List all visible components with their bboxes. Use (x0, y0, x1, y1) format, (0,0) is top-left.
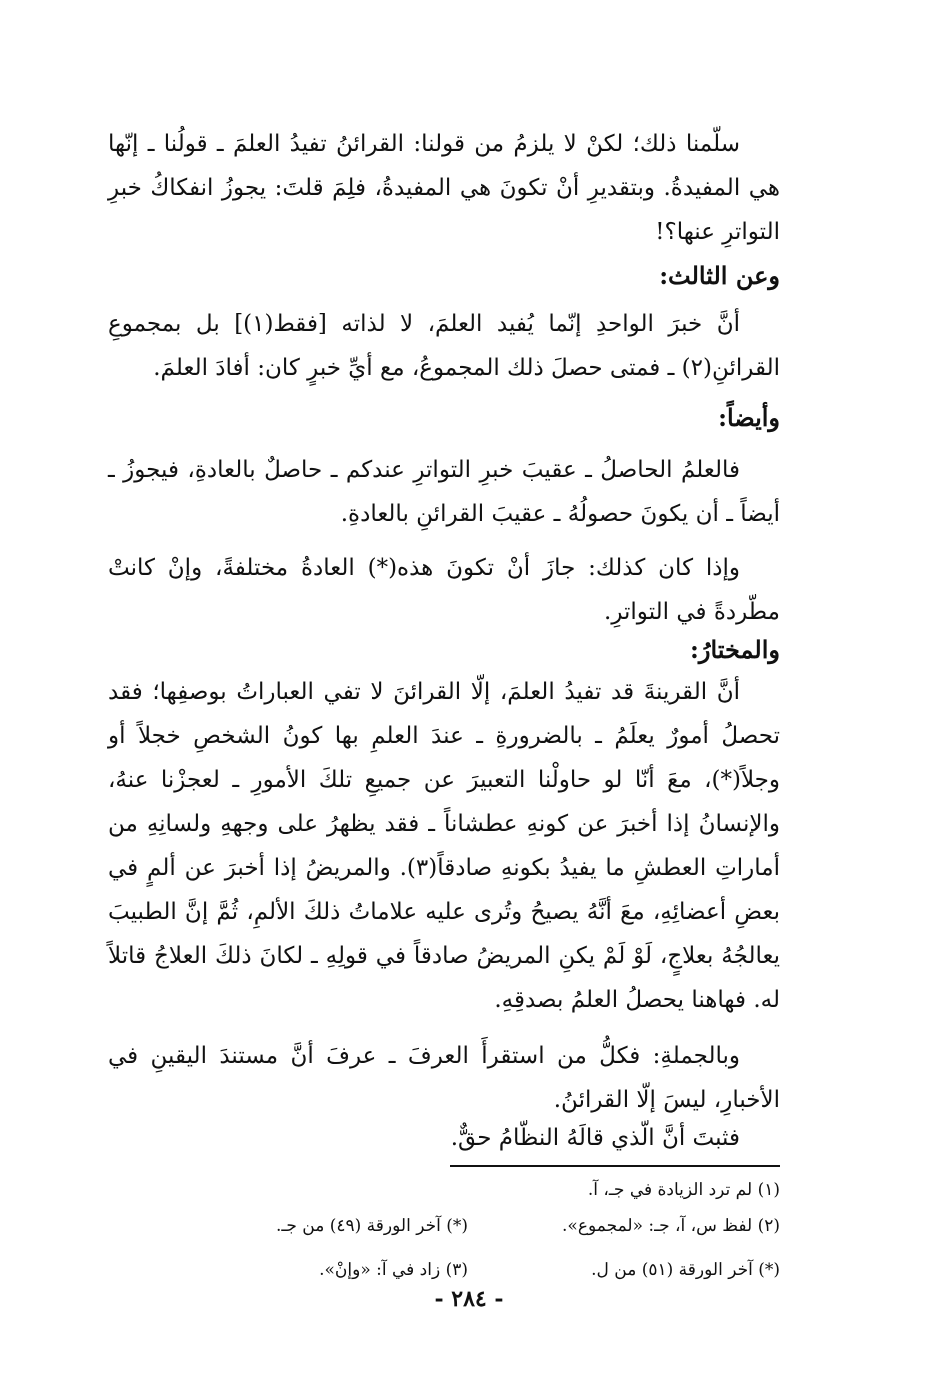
paragraph-summary: وبالجملةِ: فكلُّ من استقرأَ العرفَ ـ عرفَ أنَّ مستندَ اليقينِ في الأخبارِ، ليسَ إلّا القرائنُ. (108, 1043, 780, 1113)
paragraph-habit: فالعلمُ الحاصلُ ـ عقيبَ خبرِ التواترِ عندكم ـ حاصلٌ بالعادةِ، فيجوزُ ـ أيضاً ـ أن يكونَ حصولُهُ ـ عقيبَ القرائنِ بالعادةِ. (108, 457, 780, 527)
footnote-1: (١) لم ترد الزيادة في جـ، آ. (587, 1180, 780, 1200)
paragraph-chosen-view: أنَّ القرينةَ قد تفيدُ العلمَ، إلّا القرائنَ لا تفي العباراتُ بوصفِها؛ فقد تحصلُ أمورٌ يعلَمُ ـ بالضرورةِ ـ عندَ العلمِ بها كونُ الشخصِ خجلاً أو وجلاً(*)، معَ أنّا لو حاولْنا التعبيرَ عن جميعِ تلكَ الأمورِ ـ لعجزْنا عنهُ، والإنسانُ إذا أخبرَ عن كونهِ عطشاناً ـ فقد يظهرُ على وجههِ ولسانِهِ من أماراتِ العطشِ ما يفيدُ بكونهِ صادقاً(٣). والمريضُ إذا أخبرَ عن ألمٍ في بعضِ أعضائِهِ، معَ أنَّهُ يصيحُ وتُرى عليه علاماتُ ذلكَ الألمِ، ثُمَّ إنَّ الطبيبَ يعالجُهُ بعلاجٍ، لَوْ لَمْ يكنِ المريضُ صادقاً في قولِهِ ـ لكانَ ذلكَ العلاجُ قاتلاً له. فهاهنا يحصلُ العلمُ بصدقِهِ. (108, 679, 780, 1013)
paragraph-habit-varies: وإذا كان كذلك: جازَ أنْ تكونَ هذه(*) العادةُ مختلفةً، وإنْ كانتْ مطّردةً في التواترِ. (108, 555, 780, 625)
paragraph-third-answer: أنَّ خبرَ الواحدِ إنّما يُفيد العلمَ، لا لذاته [فقط(١)] بل بمجموعِ القرائنِ(٢) ـ فمتى حصلَ ذلك المجموعُ، مع أيِّ خبرٍ كان: أفادَ العلمَ. (108, 311, 780, 381)
paragraph-conclusion: فثبتَ أنَّ الّذي قالَهُ النظّامُ حقٌّ. (450, 1125, 740, 1151)
heading-chosen: والمختارُ: (690, 635, 780, 664)
paragraph-objection: سلّمنا ذلك؛ لكنْ لا يلزمُ من قولنا: القرائنُ تفيدُ العلمَ ـ قولُنا ـ إنّها هي المفيدةُ. وبتقديرِ أنْ تكونَ هي المفيدةُ، فلِمَ قلتَ: يجوزُ انفكاكُ خبرِ التواترِ عنها؟! (108, 131, 780, 245)
heading-also: وأيضاً: (718, 403, 780, 432)
footnote-star-1: (*) آخر الورقة (٤٩) من جـ. (275, 1216, 468, 1236)
footnote-3: (٣) زاد في آ: «وإنْ». (319, 1260, 468, 1280)
footnote-2: (٢) لفظ س، آ، جـ: «لمجموع». (562, 1216, 780, 1236)
footnote-separator (450, 1165, 780, 1167)
footnote-star-2: (*) آخر الورقة (٥١) من ل. (591, 1260, 780, 1280)
heading-third: وعن الثالث: (659, 261, 780, 290)
page-number: - ٢٨٤ - (434, 1286, 504, 1312)
